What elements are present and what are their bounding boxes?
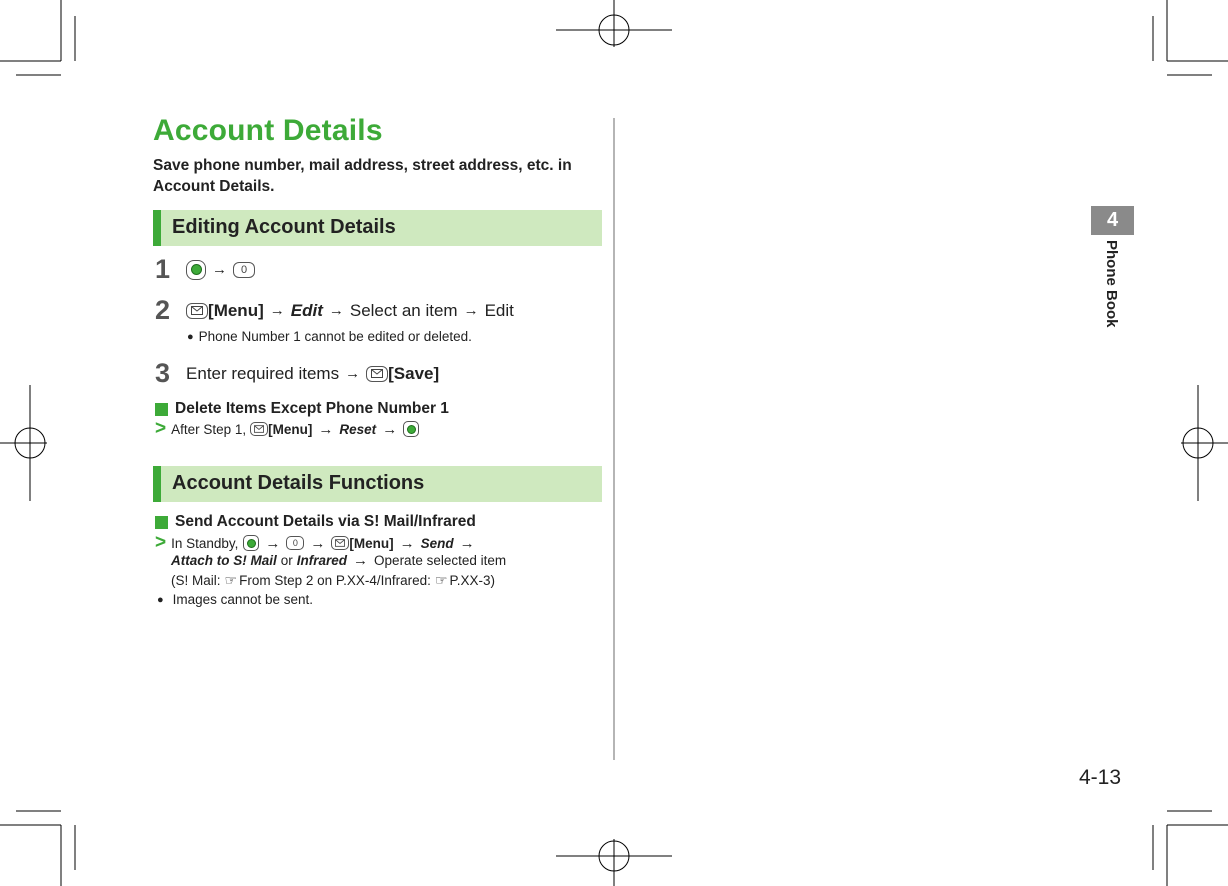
chapter-number-tab: 4 bbox=[1091, 206, 1134, 235]
arrow-icon: → bbox=[459, 534, 475, 552]
in-standby-text: In Standby, bbox=[171, 535, 239, 551]
chapter-label: Phone Book bbox=[1103, 240, 1120, 328]
mail-key-icon bbox=[366, 366, 388, 382]
ref-prefix: (S! Mail: bbox=[171, 573, 221, 588]
step-2 bbox=[155, 295, 514, 326]
bullet-icon: ● bbox=[187, 330, 194, 343]
or-text: or bbox=[280, 553, 293, 568]
delete-heading bbox=[155, 400, 449, 418]
send-instructions-line2 bbox=[171, 552, 506, 569]
note-text: Images cannot be sent. bbox=[172, 592, 313, 607]
operate-text: Operate selected item bbox=[374, 553, 507, 568]
step-number: 2 bbox=[155, 295, 171, 325]
bullet-icon: ● bbox=[157, 593, 164, 606]
section-accent-bar bbox=[153, 210, 161, 246]
enter-items-text: Enter required items bbox=[186, 363, 340, 383]
center-key-icon bbox=[403, 421, 419, 437]
menu-label: [Menu] bbox=[349, 535, 394, 551]
square-bullet-icon bbox=[155, 516, 168, 529]
arrow-icon: → bbox=[399, 534, 415, 552]
page-subtitle: Save phone number, mail address, street address, etc. in Account Details. bbox=[153, 157, 572, 195]
mail-key-icon bbox=[331, 536, 349, 550]
arrow-icon: → bbox=[328, 302, 344, 319]
step-indicator-icon: > bbox=[155, 418, 167, 439]
page-number: 4-13 bbox=[1079, 766, 1122, 789]
arrow-icon: → bbox=[463, 302, 479, 319]
send-option: Send bbox=[420, 535, 454, 551]
arrow-icon: → bbox=[318, 420, 334, 438]
reset-option: Reset bbox=[339, 421, 377, 437]
send-heading-text: Send Account Details via S! Mail/Infrared bbox=[175, 513, 476, 530]
send-note bbox=[157, 592, 313, 607]
save-label: [Save] bbox=[388, 363, 440, 383]
menu-label: [Menu] bbox=[268, 421, 313, 437]
arrow-icon: → bbox=[269, 302, 285, 319]
arrow-icon: → bbox=[310, 534, 326, 552]
square-bullet-icon bbox=[155, 403, 168, 416]
zero-key-icon: 0 bbox=[233, 262, 255, 278]
step-number: 1 bbox=[155, 254, 171, 284]
step-3 bbox=[155, 358, 439, 389]
after-step-text: After Step 1, bbox=[171, 421, 247, 437]
arrow-icon: → bbox=[345, 365, 361, 382]
zero-key-icon: 0 bbox=[286, 536, 304, 550]
section-heading-editing: Editing Account Details bbox=[172, 216, 396, 238]
edit-option: Edit bbox=[290, 300, 323, 320]
delete-instructions bbox=[155, 418, 419, 440]
infrared-option: Infrared bbox=[296, 553, 348, 568]
section-heading-functions: Account Details Functions bbox=[172, 472, 425, 494]
send-heading bbox=[155, 513, 476, 531]
step-1 bbox=[155, 254, 255, 285]
note-text: Phone Number 1 cannot be edited or deleted. bbox=[198, 329, 472, 344]
ref-end: P.XX-3) bbox=[449, 573, 496, 588]
delete-heading-text: Delete Items Except Phone Number 1 bbox=[175, 400, 449, 417]
pointer-icon: ☞ bbox=[434, 572, 448, 588]
pointer-icon: ☞ bbox=[224, 572, 238, 588]
attach-option: Attach to S! Mail bbox=[171, 553, 277, 568]
center-key-icon bbox=[243, 535, 259, 551]
section-header-editing bbox=[153, 210, 602, 246]
select-item-text: Select an item bbox=[349, 300, 458, 320]
mail-key-icon bbox=[186, 303, 208, 319]
step-2-note bbox=[187, 329, 472, 344]
menu-label: [Menu] bbox=[208, 300, 264, 320]
column-divider bbox=[613, 118, 615, 760]
arrow-icon: → bbox=[353, 552, 369, 569]
step-indicator-icon: > bbox=[155, 532, 167, 553]
arrow-icon: → bbox=[265, 534, 281, 552]
ref-mid: From Step 2 on P.XX-4/Infrared: bbox=[239, 573, 431, 588]
step-number: 3 bbox=[155, 358, 171, 388]
send-reference bbox=[171, 572, 495, 589]
section-header-functions bbox=[153, 466, 602, 502]
arrow-icon: → bbox=[382, 420, 398, 438]
center-key-icon bbox=[186, 260, 206, 280]
mail-key-icon bbox=[250, 422, 268, 436]
page-title: Account Details bbox=[153, 114, 383, 147]
send-instructions-line1 bbox=[155, 532, 481, 554]
arrow-icon: → bbox=[212, 261, 228, 278]
edit-text: Edit bbox=[484, 300, 514, 320]
section-accent-bar bbox=[153, 466, 161, 502]
